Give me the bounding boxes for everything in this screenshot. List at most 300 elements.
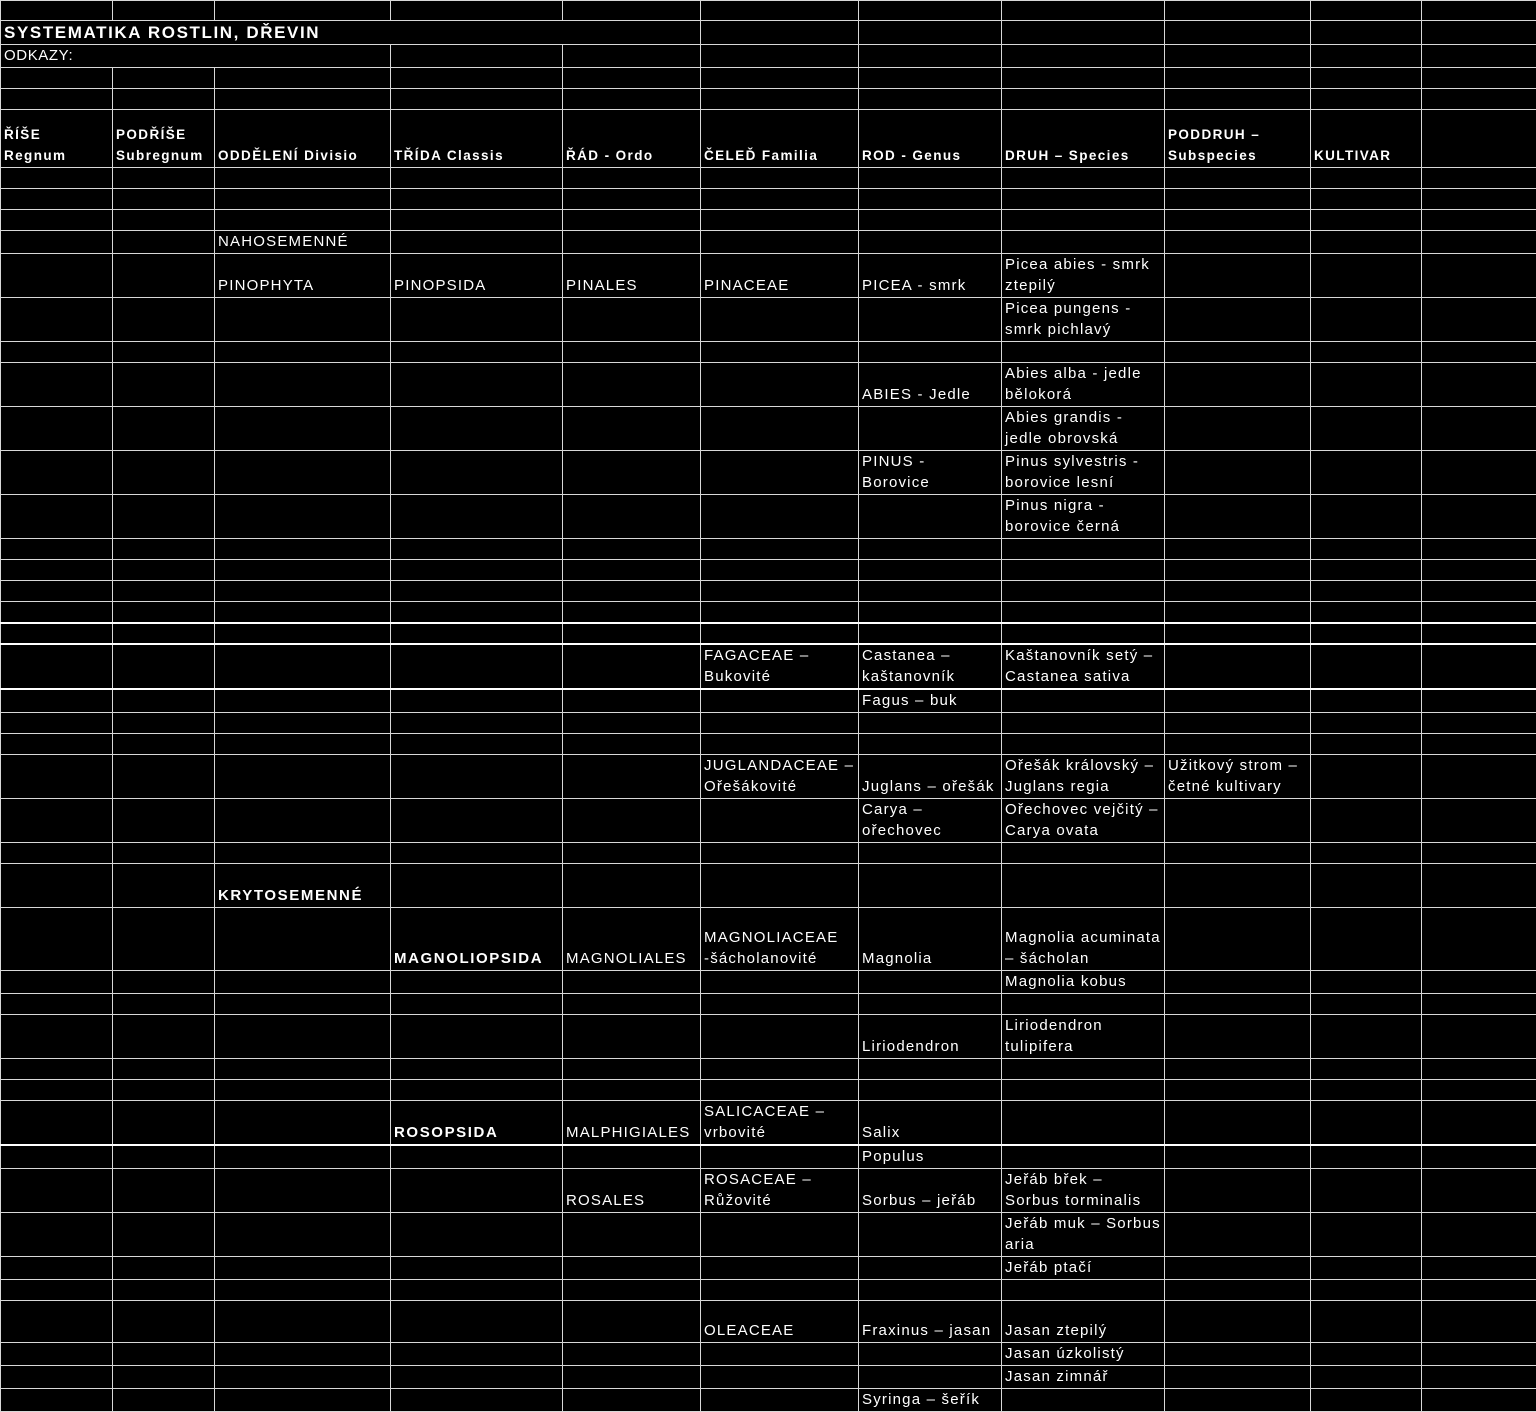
- cell[interactable]: [1, 581, 113, 602]
- cell[interactable]: [1422, 842, 1536, 863]
- cell[interactable]: [1165, 1365, 1311, 1388]
- cell-magnolia[interactable]: Magnolia: [859, 907, 1002, 970]
- cell[interactable]: [1002, 623, 1165, 644]
- cell[interactable]: [113, 210, 215, 231]
- cell[interactable]: [215, 407, 391, 451]
- cell[interactable]: [113, 1079, 215, 1100]
- cell[interactable]: [563, 644, 701, 689]
- cell[interactable]: [1165, 560, 1311, 581]
- cell[interactable]: [563, 863, 701, 907]
- cell[interactable]: [1165, 45, 1311, 68]
- cell[interactable]: [563, 560, 701, 581]
- cell[interactable]: [563, 712, 701, 733]
- cell[interactable]: [113, 602, 215, 623]
- cell-fagus[interactable]: Fagus – buk: [859, 689, 1002, 713]
- cell[interactable]: [1311, 298, 1422, 342]
- cell[interactable]: [1311, 1014, 1422, 1058]
- cell[interactable]: [1422, 1145, 1536, 1169]
- cell[interactable]: [1165, 644, 1311, 689]
- cell[interactable]: [563, 68, 701, 89]
- cell[interactable]: [1, 907, 113, 970]
- cell[interactable]: [391, 68, 563, 89]
- cell[interactable]: [391, 298, 563, 342]
- cell[interactable]: [1311, 754, 1422, 798]
- cell[interactable]: [1422, 581, 1536, 602]
- cell[interactable]: [391, 560, 563, 581]
- cell[interactable]: [1311, 1256, 1422, 1279]
- cell[interactable]: [701, 733, 859, 754]
- cell[interactable]: [1422, 644, 1536, 689]
- cell[interactable]: [563, 1, 701, 21]
- cell[interactable]: [215, 539, 391, 560]
- cell[interactable]: [1, 1168, 113, 1212]
- cell[interactable]: [1002, 1145, 1165, 1169]
- cell[interactable]: [113, 342, 215, 363]
- cell[interactable]: [1002, 1079, 1165, 1100]
- cell[interactable]: [1165, 1079, 1311, 1100]
- cell[interactable]: [391, 89, 563, 110]
- cell[interactable]: [113, 1212, 215, 1256]
- cell[interactable]: [1165, 21, 1311, 45]
- cell[interactable]: [215, 1388, 391, 1411]
- cell[interactable]: [563, 689, 701, 713]
- cell[interactable]: [1, 863, 113, 907]
- cell[interactable]: [215, 342, 391, 363]
- header-subspecies[interactable]: PODDRUH – Subspecies: [1165, 110, 1311, 168]
- cell[interactable]: [1422, 798, 1536, 842]
- cell-juglans-regia[interactable]: Ořešák královský – Juglans regia: [1002, 754, 1165, 798]
- cell[interactable]: [1165, 539, 1311, 560]
- cell[interactable]: [215, 1058, 391, 1079]
- cell[interactable]: [1422, 1058, 1536, 1079]
- header-ordo[interactable]: ŘÁD - Ordo: [563, 110, 701, 168]
- cell[interactable]: [859, 560, 1002, 581]
- cell[interactable]: [113, 451, 215, 495]
- cell[interactable]: [1, 798, 113, 842]
- cell[interactable]: [1311, 581, 1422, 602]
- cell[interactable]: [113, 623, 215, 644]
- cell[interactable]: [215, 363, 391, 407]
- cell[interactable]: [1002, 712, 1165, 733]
- cell[interactable]: [1165, 89, 1311, 110]
- cell[interactable]: [1, 1, 113, 21]
- cell[interactable]: [1422, 689, 1536, 713]
- cell[interactable]: [563, 581, 701, 602]
- cell[interactable]: [859, 733, 1002, 754]
- cell[interactable]: [1165, 342, 1311, 363]
- cell[interactable]: [215, 1168, 391, 1212]
- cell[interactable]: [1422, 21, 1536, 45]
- cell[interactable]: [391, 733, 563, 754]
- cell[interactable]: [701, 1, 859, 21]
- cell[interactable]: [391, 1079, 563, 1100]
- cell[interactable]: [701, 1342, 859, 1365]
- cell[interactable]: [859, 712, 1002, 733]
- cell[interactable]: [1311, 1079, 1422, 1100]
- cell-pinus[interactable]: PINUS - Borovice: [859, 451, 1002, 495]
- cell[interactable]: [701, 1014, 859, 1058]
- cell[interactable]: [1311, 644, 1422, 689]
- cell[interactable]: [563, 168, 701, 189]
- cell[interactable]: [563, 210, 701, 231]
- cell[interactable]: [391, 689, 563, 713]
- cell[interactable]: [1311, 21, 1422, 45]
- cell[interactable]: [1002, 1279, 1165, 1300]
- cell[interactable]: [1165, 1279, 1311, 1300]
- cell[interactable]: [113, 89, 215, 110]
- cell[interactable]: [701, 863, 859, 907]
- cell[interactable]: [215, 907, 391, 970]
- cell[interactable]: [1165, 451, 1311, 495]
- header-divisio[interactable]: ODDĚLENÍ Divisio: [215, 110, 391, 168]
- cell[interactable]: [1002, 689, 1165, 713]
- cell[interactable]: [1311, 231, 1422, 254]
- cell-fraxinus-angustifolia[interactable]: Jasan úzkolistý: [1002, 1342, 1165, 1365]
- cell[interactable]: [859, 1342, 1002, 1365]
- cell[interactable]: [1422, 189, 1536, 210]
- cell[interactable]: [215, 1212, 391, 1256]
- cell-malphigiales[interactable]: MALPHIGIALES: [563, 1100, 701, 1145]
- cell[interactable]: [1165, 1168, 1311, 1212]
- cell[interactable]: [1311, 689, 1422, 713]
- cell-fraxinus[interactable]: Fraxinus – jasan: [859, 1300, 1002, 1342]
- cell[interactable]: [859, 407, 1002, 451]
- cell[interactable]: [1311, 1058, 1422, 1079]
- cell[interactable]: [1, 1388, 113, 1411]
- cell[interactable]: [1311, 451, 1422, 495]
- cell[interactable]: [391, 210, 563, 231]
- cell[interactable]: [1422, 1256, 1536, 1279]
- cell[interactable]: [1, 1342, 113, 1365]
- cell[interactable]: [113, 733, 215, 754]
- cell[interactable]: [113, 644, 215, 689]
- cell[interactable]: [701, 1058, 859, 1079]
- cell[interactable]: [859, 842, 1002, 863]
- cell[interactable]: [113, 712, 215, 733]
- cell[interactable]: [113, 1279, 215, 1300]
- cell[interactable]: [701, 1279, 859, 1300]
- cell[interactable]: [1422, 712, 1536, 733]
- cell[interactable]: [1, 1365, 113, 1388]
- cell[interactable]: [859, 863, 1002, 907]
- cell[interactable]: [701, 993, 859, 1014]
- cell[interactable]: [215, 451, 391, 495]
- cell[interactable]: [1311, 407, 1422, 451]
- cell[interactable]: [563, 1079, 701, 1100]
- cell[interactable]: [1311, 45, 1422, 68]
- cell[interactable]: [563, 754, 701, 798]
- cell[interactable]: [1, 733, 113, 754]
- cell[interactable]: [1002, 231, 1165, 254]
- cell[interactable]: [1165, 733, 1311, 754]
- cell[interactable]: [1, 689, 113, 713]
- cell[interactable]: [215, 1365, 391, 1388]
- cell[interactable]: [391, 798, 563, 842]
- cell[interactable]: [391, 1256, 563, 1279]
- cell[interactable]: [1422, 451, 1536, 495]
- cell[interactable]: [859, 993, 1002, 1014]
- cell[interactable]: [1422, 231, 1536, 254]
- cell[interactable]: [113, 189, 215, 210]
- cell[interactable]: [215, 1300, 391, 1342]
- cell[interactable]: [391, 970, 563, 993]
- cell[interactable]: [1002, 733, 1165, 754]
- cell[interactable]: [1311, 1388, 1422, 1411]
- cell[interactable]: [701, 581, 859, 602]
- cell[interactable]: [1422, 68, 1536, 89]
- cell[interactable]: [701, 560, 859, 581]
- sheet-title[interactable]: SYSTEMATIKA ROSTLIN, DŘEVIN: [1, 21, 701, 45]
- cell[interactable]: [1422, 1100, 1536, 1145]
- cell[interactable]: [701, 189, 859, 210]
- cell[interactable]: [1, 1279, 113, 1300]
- cell[interactable]: [1311, 1342, 1422, 1365]
- cell[interactable]: [391, 1168, 563, 1212]
- cell[interactable]: [215, 89, 391, 110]
- cell[interactable]: [1165, 254, 1311, 298]
- cell[interactable]: [1165, 168, 1311, 189]
- cell[interactable]: [1002, 1388, 1165, 1411]
- cell[interactable]: [859, 1279, 1002, 1300]
- cell[interactable]: [1165, 1256, 1311, 1279]
- cell[interactable]: [113, 254, 215, 298]
- cell[interactable]: [391, 602, 563, 623]
- cell[interactable]: [391, 842, 563, 863]
- cell[interactable]: [563, 1212, 701, 1256]
- cell[interactable]: [391, 1342, 563, 1365]
- cell[interactable]: [563, 1300, 701, 1342]
- cell[interactable]: [701, 407, 859, 451]
- cell[interactable]: [391, 189, 563, 210]
- cell[interactable]: [1002, 168, 1165, 189]
- cell[interactable]: [1165, 1058, 1311, 1079]
- cell[interactable]: [215, 1342, 391, 1365]
- cell[interactable]: [215, 712, 391, 733]
- cell[interactable]: [1002, 863, 1165, 907]
- cell[interactable]: [1311, 189, 1422, 210]
- cell[interactable]: [391, 644, 563, 689]
- cell[interactable]: [563, 1365, 701, 1388]
- cell[interactable]: [1002, 581, 1165, 602]
- cell[interactable]: [1311, 798, 1422, 842]
- cell[interactable]: [1311, 1168, 1422, 1212]
- cell[interactable]: [215, 644, 391, 689]
- cell[interactable]: [563, 189, 701, 210]
- cell-pinaceae[interactable]: PINACEAE: [701, 254, 859, 298]
- cell[interactable]: [215, 798, 391, 842]
- cell[interactable]: [701, 1145, 859, 1169]
- cell[interactable]: [113, 842, 215, 863]
- cell[interactable]: [215, 1, 391, 21]
- cell[interactable]: [1165, 68, 1311, 89]
- cell[interactable]: [113, 1058, 215, 1079]
- cell[interactable]: [113, 560, 215, 581]
- cell[interactable]: [391, 451, 563, 495]
- cell[interactable]: [1422, 342, 1536, 363]
- cell[interactable]: [701, 798, 859, 842]
- cell[interactable]: [215, 581, 391, 602]
- cell-picea[interactable]: PICEA - smrk: [859, 254, 1002, 298]
- cell[interactable]: [859, 1256, 1002, 1279]
- cell-castanea-sativa[interactable]: Kaštanovník setý – Castanea sativa: [1002, 644, 1165, 689]
- cell[interactable]: [1, 1212, 113, 1256]
- cell[interactable]: [859, 602, 1002, 623]
- cell-liriodendron-tulipifera[interactable]: Liriodendron tulipifera: [1002, 1014, 1165, 1058]
- cell[interactable]: [113, 407, 215, 451]
- cell-abies-grandis[interactable]: Abies grandis - jedle obrovská: [1002, 407, 1165, 451]
- cell[interactable]: [113, 1168, 215, 1212]
- cell-castanea[interactable]: Castanea – kaštanovník: [859, 644, 1002, 689]
- cell[interactable]: [859, 342, 1002, 363]
- cell[interactable]: [1, 1145, 113, 1169]
- cell[interactable]: [859, 970, 1002, 993]
- cell-syringa[interactable]: Syringa – šeřík: [859, 1388, 1002, 1411]
- cell[interactable]: [563, 1388, 701, 1411]
- cell[interactable]: [215, 1256, 391, 1279]
- cell[interactable]: [391, 712, 563, 733]
- cell[interactable]: [391, 231, 563, 254]
- cell[interactable]: [563, 298, 701, 342]
- cell[interactable]: [1422, 495, 1536, 539]
- cell-juglandaceae[interactable]: JUGLANDACEAE – Ořešákovité: [701, 754, 859, 798]
- cell[interactable]: [859, 581, 1002, 602]
- cell[interactable]: [563, 231, 701, 254]
- cell-sorbus-torminalis[interactable]: Jeřáb břek – Sorbus torminalis: [1002, 1168, 1165, 1212]
- cell[interactable]: [1165, 993, 1311, 1014]
- cell[interactable]: [391, 1014, 563, 1058]
- cell[interactable]: [215, 842, 391, 863]
- cell-abies[interactable]: ABIES - Jedle: [859, 363, 1002, 407]
- cell[interactable]: [1, 539, 113, 560]
- cell[interactable]: [1, 842, 113, 863]
- cell[interactable]: [1, 210, 113, 231]
- cell-juglans-subspecies[interactable]: Užitkový strom – četné kultivary: [1165, 754, 1311, 798]
- cell[interactable]: [701, 168, 859, 189]
- cell-carya-ovata[interactable]: Ořechovec vejčitý – Carya ovata: [1002, 798, 1165, 842]
- cell[interactable]: [1311, 712, 1422, 733]
- cell[interactable]: [1311, 993, 1422, 1014]
- cell[interactable]: [1, 754, 113, 798]
- cell-salix[interactable]: Salix: [859, 1100, 1002, 1145]
- cell[interactable]: [1, 231, 113, 254]
- cell[interactable]: [1165, 189, 1311, 210]
- cell[interactable]: [1165, 1300, 1311, 1342]
- cell[interactable]: [1, 623, 113, 644]
- cell[interactable]: [563, 1279, 701, 1300]
- cell[interactable]: [1422, 110, 1536, 168]
- cell[interactable]: [113, 798, 215, 842]
- cell-sorbus-aria[interactable]: Jeřáb muk – Sorbus aria: [1002, 1212, 1165, 1256]
- cell[interactable]: [1422, 733, 1536, 754]
- cell[interactable]: [1, 1300, 113, 1342]
- cell-populus[interactable]: Populus: [859, 1145, 1002, 1169]
- cell[interactable]: [859, 1212, 1002, 1256]
- cell[interactable]: [859, 1, 1002, 21]
- cell-liriodendron[interactable]: Liriodendron: [859, 1014, 1002, 1058]
- cell[interactable]: [1311, 1212, 1422, 1256]
- cell[interactable]: [701, 45, 859, 68]
- cell[interactable]: [391, 363, 563, 407]
- cell[interactable]: [563, 539, 701, 560]
- cell[interactable]: [859, 168, 1002, 189]
- cell[interactable]: [215, 689, 391, 713]
- cell[interactable]: [701, 363, 859, 407]
- cell[interactable]: [563, 623, 701, 644]
- cell-sorbus[interactable]: Sorbus – jeřáb: [859, 1168, 1002, 1212]
- cell[interactable]: [563, 407, 701, 451]
- header-classis[interactable]: TŘÍDA Classis: [391, 110, 563, 168]
- cell[interactable]: [391, 1145, 563, 1169]
- cell[interactable]: [563, 970, 701, 993]
- cell[interactable]: [1, 451, 113, 495]
- cell[interactable]: [391, 863, 563, 907]
- cell[interactable]: [1311, 907, 1422, 970]
- cell[interactable]: [1165, 1388, 1311, 1411]
- cell-carya[interactable]: Carya – ořechovec: [859, 798, 1002, 842]
- cell[interactable]: [113, 298, 215, 342]
- cell[interactable]: [1422, 1168, 1536, 1212]
- cell[interactable]: [215, 1100, 391, 1145]
- cell[interactable]: [391, 1365, 563, 1388]
- cell[interactable]: [1422, 970, 1536, 993]
- cell[interactable]: [215, 68, 391, 89]
- cell-pinales[interactable]: PINALES: [563, 254, 701, 298]
- cell[interactable]: [391, 1279, 563, 1300]
- cell[interactable]: [113, 363, 215, 407]
- cell[interactable]: [113, 863, 215, 907]
- cell[interactable]: [1311, 863, 1422, 907]
- cell-pinus-nigra[interactable]: Pinus nigra - borovice černá: [1002, 495, 1165, 539]
- cell[interactable]: [1422, 1014, 1536, 1058]
- cell[interactable]: [1002, 1, 1165, 21]
- cell[interactable]: [215, 189, 391, 210]
- cell[interactable]: [215, 560, 391, 581]
- cell[interactable]: [563, 451, 701, 495]
- cell[interactable]: [113, 1342, 215, 1365]
- cell[interactable]: [113, 1300, 215, 1342]
- cell-oleaceae[interactable]: OLEACEAE: [701, 1300, 859, 1342]
- cell[interactable]: [1422, 1, 1536, 21]
- cell[interactable]: [215, 1279, 391, 1300]
- cell[interactable]: [1, 644, 113, 689]
- cell[interactable]: [391, 754, 563, 798]
- cell[interactable]: [1311, 210, 1422, 231]
- cell-magnoliopsida[interactable]: MAGNOLIOPSIDA: [391, 907, 563, 970]
- cell[interactable]: [563, 342, 701, 363]
- cell[interactable]: [701, 21, 859, 45]
- cell[interactable]: [563, 363, 701, 407]
- cell-magnolia-kobus[interactable]: Magnolia kobus: [1002, 970, 1165, 993]
- cell[interactable]: [1, 363, 113, 407]
- cell-juglans[interactable]: Juglans – ořešák: [859, 754, 1002, 798]
- cell-magnoliales[interactable]: MAGNOLIALES: [563, 907, 701, 970]
- cell[interactable]: [391, 623, 563, 644]
- cell[interactable]: [391, 581, 563, 602]
- cell[interactable]: [563, 1256, 701, 1279]
- cell[interactable]: [1311, 733, 1422, 754]
- cell[interactable]: [113, 754, 215, 798]
- cell[interactable]: [1002, 21, 1165, 45]
- cell[interactable]: [1311, 842, 1422, 863]
- cell[interactable]: [1422, 210, 1536, 231]
- cell[interactable]: [391, 1300, 563, 1342]
- cell[interactable]: [391, 45, 563, 68]
- cell[interactable]: [113, 1388, 215, 1411]
- cell[interactable]: [1165, 1, 1311, 21]
- cell[interactable]: [1311, 363, 1422, 407]
- cell[interactable]: [391, 168, 563, 189]
- cell-fraxinus-excelsior[interactable]: Jasan ztepilý: [1002, 1300, 1165, 1342]
